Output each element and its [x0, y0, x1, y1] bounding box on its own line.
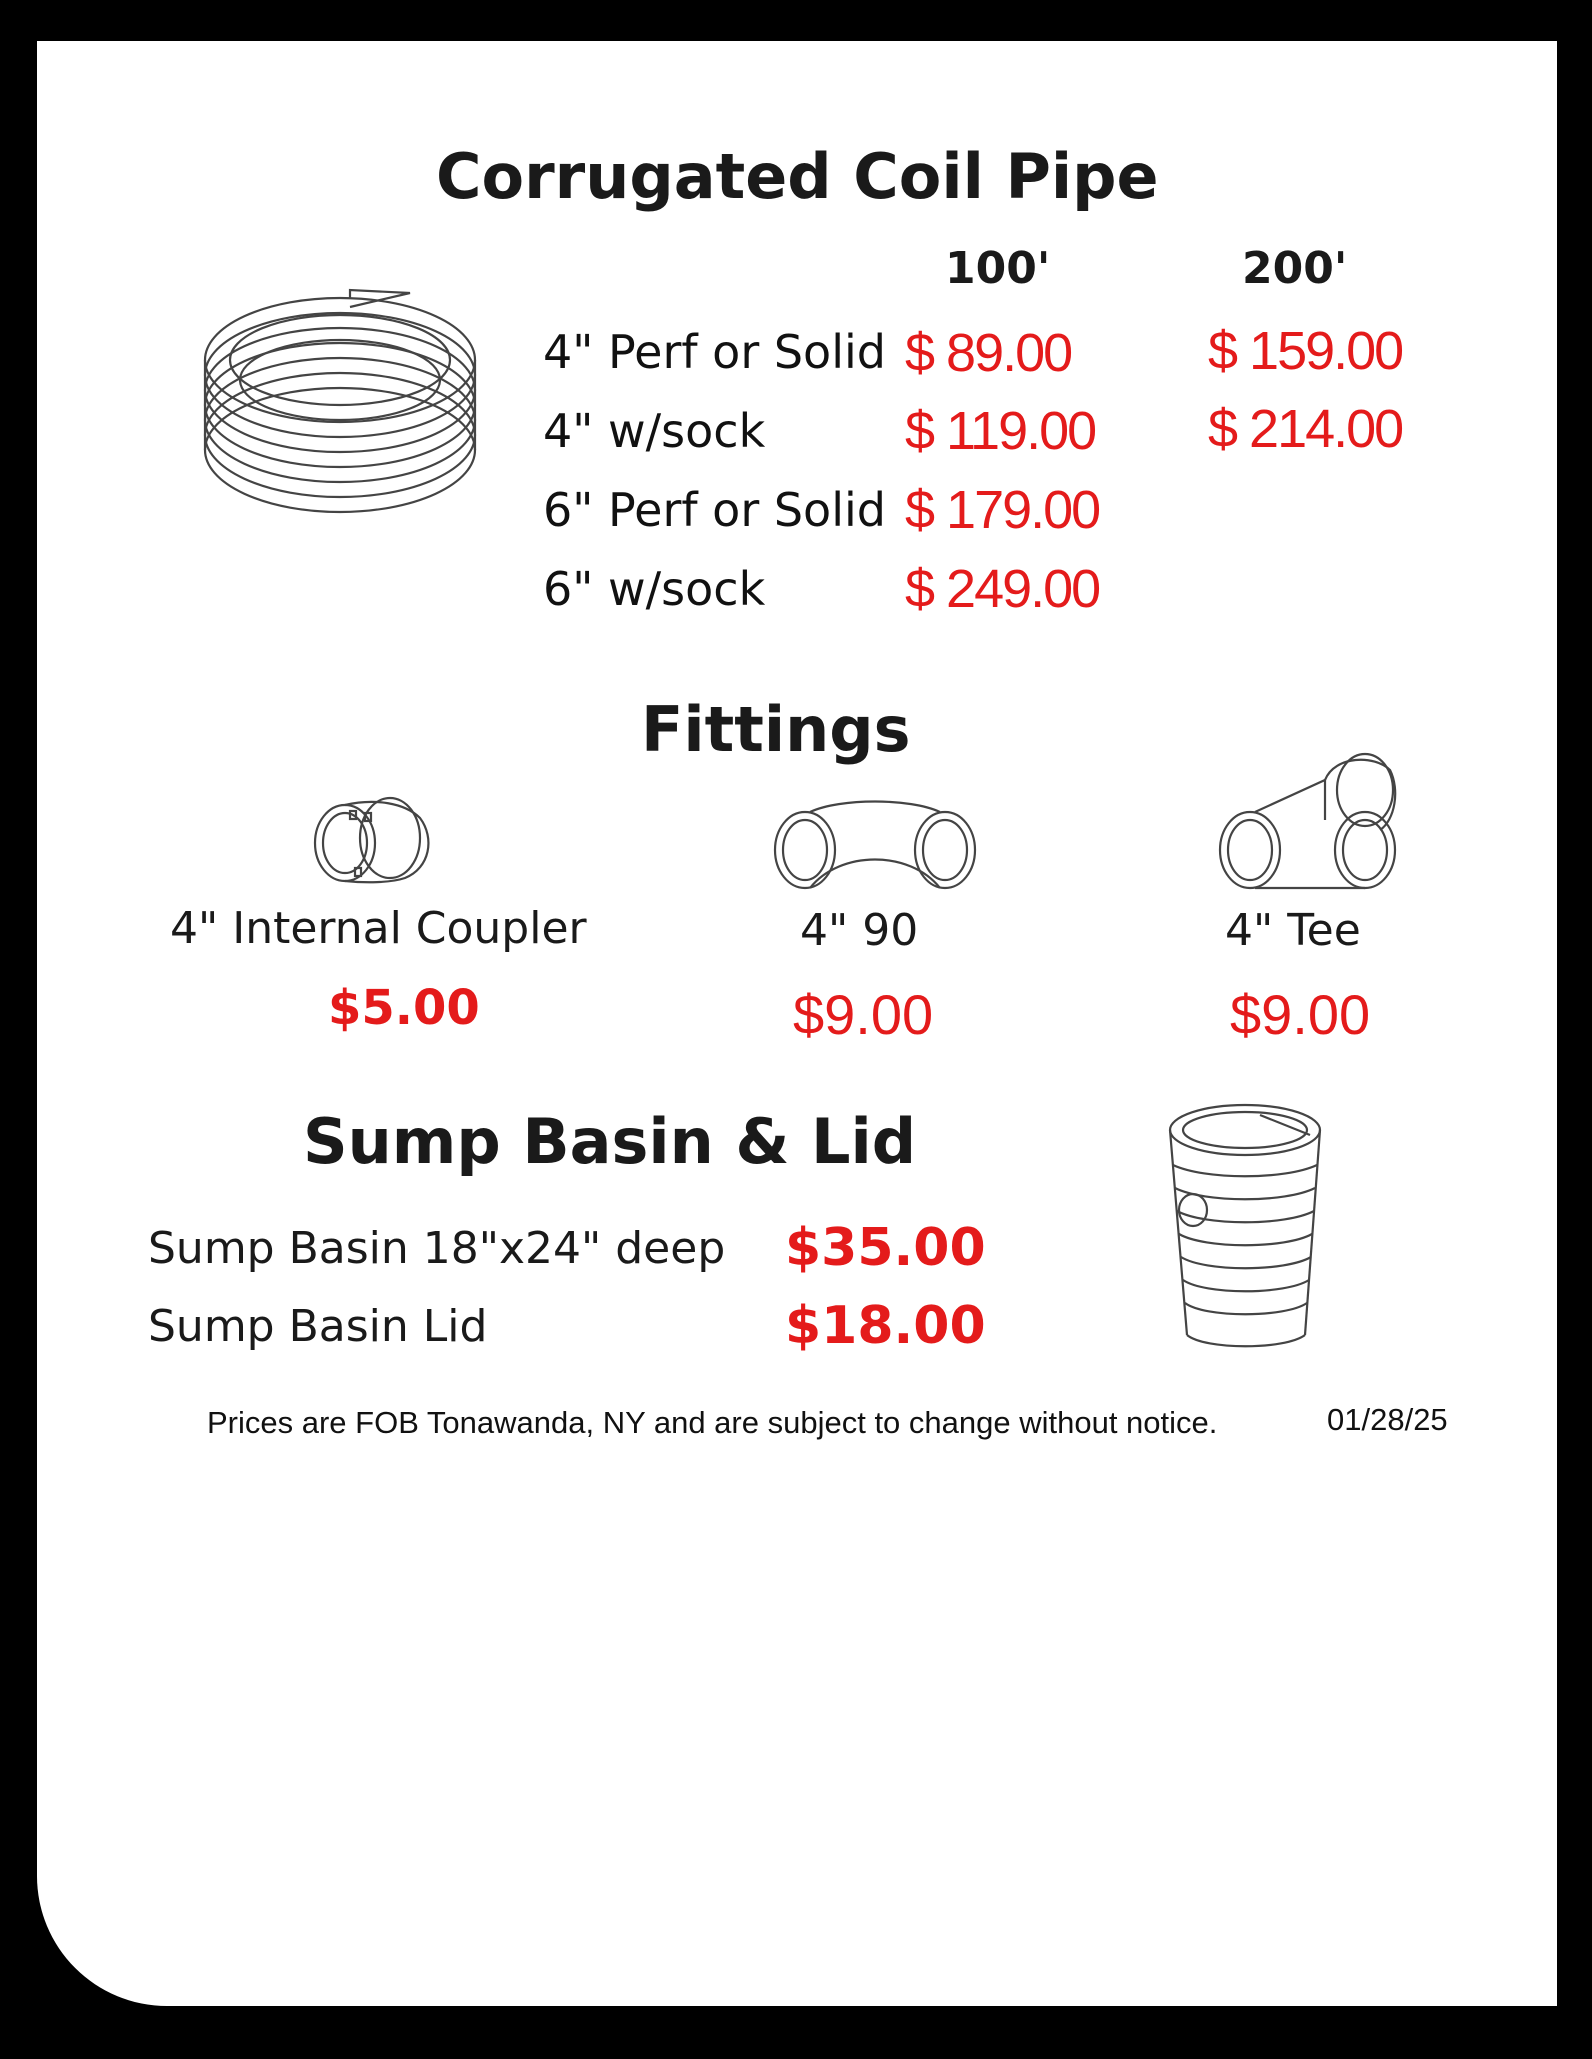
- price-200ft: $ 214.00: [1208, 399, 1403, 459]
- sump-item-price: $18.00: [785, 1296, 986, 1356]
- sump-item-price: $35.00: [785, 1218, 986, 1278]
- pricing-notice: Prices are FOB Tonawanda, NY and are subject to change without notice.: [207, 1405, 1218, 1440]
- fitting-price: $5.00: [328, 980, 480, 1036]
- coil-row-label: 6" w/sock: [543, 562, 766, 616]
- price-200ft: $ 159.00: [1208, 321, 1403, 381]
- fitting-label: 4" 90: [800, 905, 919, 956]
- coil-pipe-icon: [200, 285, 500, 525]
- price-100ft: $ 119.00: [905, 401, 1096, 461]
- sump-item-label: Sump Basin 18"x24" deep: [148, 1223, 726, 1274]
- coil-row-label: 6" Perf or Solid: [543, 483, 886, 537]
- column-header-200ft: 200': [1242, 243, 1348, 294]
- sump-basin-icon: [1165, 1100, 1335, 1355]
- coil-row-label: 4" w/sock: [543, 404, 766, 458]
- tee-icon: [1215, 750, 1405, 900]
- revision-date: 01/28/25: [1327, 1402, 1448, 1437]
- fittings-section-title: Fittings: [641, 693, 911, 766]
- coil-row-label: 4" Perf or Solid: [543, 325, 886, 379]
- fitting-price: $9.00: [1230, 983, 1371, 1046]
- sump-section-title: Sump Basin & Lid: [303, 1105, 917, 1178]
- price-100ft: $ 249.00: [905, 559, 1100, 619]
- elbow-icon: [770, 790, 980, 900]
- fitting-price: $9.00: [793, 983, 934, 1046]
- fitting-label: 4" Tee: [1225, 905, 1361, 956]
- column-header-100ft: 100': [945, 243, 1051, 294]
- fitting-label: 4" Internal Coupler: [170, 903, 587, 954]
- coupler-icon: [295, 773, 445, 893]
- sump-item-label: Sump Basin Lid: [148, 1301, 488, 1352]
- price-100ft: $ 179.00: [905, 480, 1100, 540]
- price-100ft: $ 89.00: [905, 323, 1072, 383]
- coil-section-title: Corrugated Coil Pipe: [436, 140, 1159, 213]
